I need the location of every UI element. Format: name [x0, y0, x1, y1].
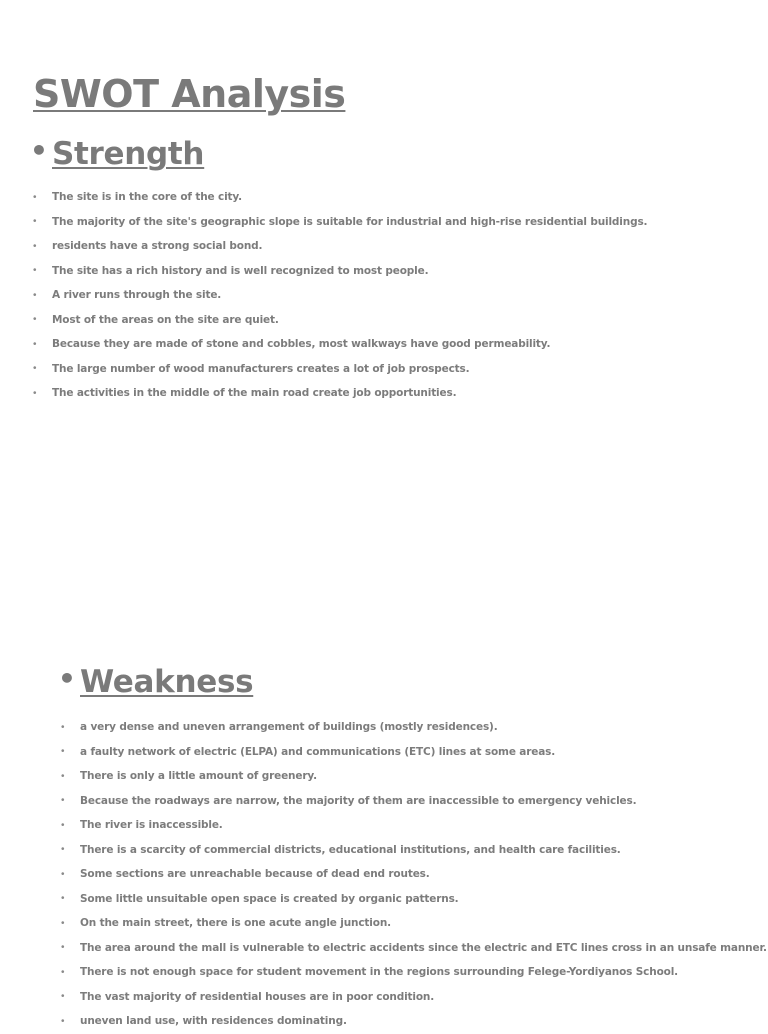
list-item: [30, 259, 647, 284]
list-item-text: A river runs through the site.: [52, 289, 222, 302]
list-item: [58, 764, 767, 789]
list-item-text: There is not enough space for student movement in the regions surrounding Felege-Yordiyanos School.: [80, 966, 679, 979]
bullet-icon: •: [61, 942, 65, 954]
list-item: [58, 887, 767, 912]
list-item-text: The site has a rich history and is well recognized to most people.: [52, 264, 429, 277]
bullet-icon: •: [61, 917, 65, 929]
bullet-icon: •: [33, 338, 37, 350]
list-item-text: The majority of the site's geographic slope is suitable for industrial and high-rise residential buildings.: [52, 215, 648, 228]
list-item-text: Most of the areas on the site are quiet.: [52, 313, 279, 326]
list-item-text: a faulty network of electric (ELPA) and communications (ETC) lines at some areas.: [80, 745, 556, 758]
list-item-text: The river is inaccessible.: [80, 819, 223, 832]
bullet-icon: •: [61, 966, 65, 978]
list-item: [30, 210, 647, 235]
list-item: [30, 357, 647, 382]
list-item: [30, 283, 647, 308]
list-item-text: residents have a strong social bond.: [52, 240, 263, 253]
bullet-icon: •: [61, 1015, 65, 1027]
list-item-text: The vast majority of residential houses are in poor condition.: [80, 990, 435, 1003]
strength-section: [30, 132, 647, 406]
bullet-icon: •: [61, 844, 65, 856]
list-item: [58, 1009, 767, 1034]
list-item-text: There is a scarcity of commercial districts, educational institutions, and health care facilities.: [80, 843, 621, 856]
list-item: [58, 740, 767, 765]
weakness-list: [58, 715, 767, 1034]
bullet-icon: •: [33, 314, 37, 326]
bullet-icon: •: [58, 662, 76, 695]
list-item-text: Because the roadways are narrow, the majority of them are inaccessible to emergency vehicles.: [80, 794, 637, 807]
weakness-title: Weakness: [80, 664, 254, 700]
list-item: [58, 715, 767, 740]
list-item-text: Some little unsuitable open space is created by organic patterns.: [80, 892, 459, 905]
list-item: [58, 813, 767, 838]
strength-heading: [30, 132, 647, 176]
list-item: [30, 332, 647, 357]
bullet-icon: •: [61, 746, 65, 758]
bullet-icon: •: [61, 819, 65, 831]
list-item-text: Because they are made of stone and cobbles, most walkways have good permeability.: [52, 338, 551, 351]
strength-title: Strength: [52, 136, 205, 172]
bullet-icon: •: [61, 721, 65, 733]
list-item-text: On the main street, there is one acute angle junction.: [80, 917, 391, 930]
bullet-icon: •: [30, 134, 48, 167]
bullet-icon: •: [33, 363, 37, 375]
weakness-heading: [58, 660, 767, 704]
bullet-icon: •: [33, 216, 37, 228]
list-item: [30, 185, 647, 210]
bullet-icon: •: [33, 289, 37, 301]
bullet-icon: •: [33, 387, 37, 399]
list-item-text: There is only a little amount of greenery.: [80, 770, 317, 783]
list-item: [58, 838, 767, 863]
page-title: SWOT Analysis: [33, 72, 346, 116]
bullet-icon: •: [61, 795, 65, 807]
list-item: [58, 911, 767, 936]
list-item: [58, 789, 767, 814]
bullet-icon: •: [33, 191, 37, 203]
list-item-text: The site is in the core of the city.: [52, 191, 242, 204]
list-item-text: The activities in the middle of the main road create job opportunities.: [52, 387, 457, 400]
list-item-text: Some sections are unreachable because of dead end routes.: [80, 868, 430, 881]
bullet-icon: •: [61, 991, 65, 1003]
list-item: [58, 936, 767, 961]
list-item-text: uneven land use, with residences dominating.: [80, 1015, 347, 1028]
list-item: [30, 308, 647, 333]
list-item-text: The large number of wood manufacturers creates a lot of job prospects.: [52, 362, 470, 375]
strength-list: [30, 185, 647, 406]
list-item: [58, 960, 767, 985]
bullet-icon: •: [61, 770, 65, 782]
weakness-section: [58, 660, 767, 1034]
bullet-icon: •: [61, 868, 65, 880]
list-item: [58, 985, 767, 1010]
list-item: [30, 234, 647, 259]
list-item: [30, 381, 647, 406]
list-item: [58, 862, 767, 887]
list-item-text: The area around the mall is vulnerable to electric accidents since the electric and ETC lines cross in an unsafe manner.: [80, 941, 767, 954]
bullet-icon: •: [61, 893, 65, 905]
list-item-text: a very dense and uneven arrangement of buildings (mostly residences).: [80, 721, 498, 734]
bullet-icon: •: [33, 240, 37, 252]
bullet-icon: •: [33, 265, 37, 277]
